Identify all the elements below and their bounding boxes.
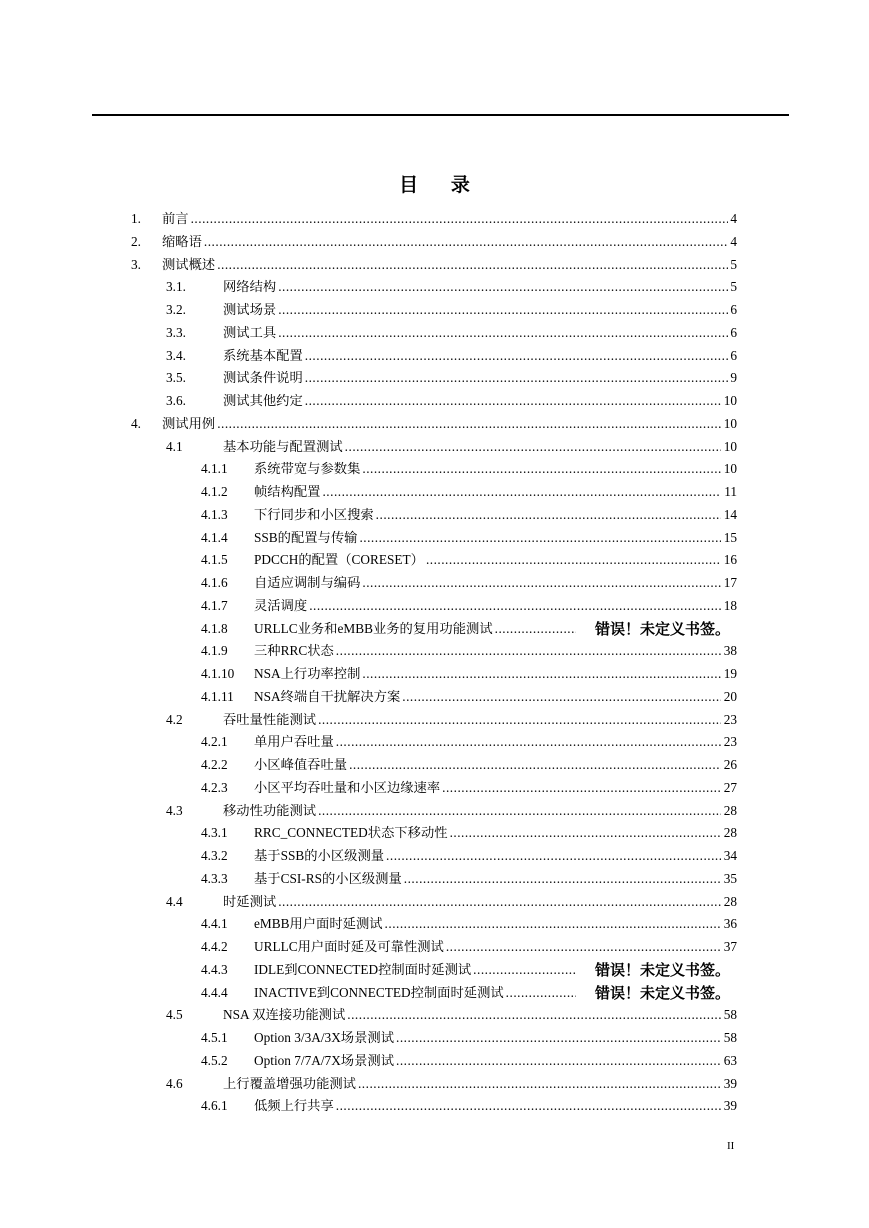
- toc-entry-title: 基于CSI-RS的小区级测量: [254, 870, 402, 886]
- toc-entry-title: 测试条件说明: [223, 370, 303, 386]
- toc-entry[interactable]: [0, 231, 869, 254]
- toc-entry-number: 4.2.3: [201, 779, 228, 795]
- toc-entry-title: NSA 双连接功能测试: [223, 1007, 346, 1023]
- toc-entry-number: 4.3: [166, 802, 183, 818]
- toc-leader-dots: [402, 686, 721, 709]
- toc-entry-page: 28: [723, 825, 737, 841]
- toc-entry-title: 小区平均吞吐量和小区边缘速率: [254, 779, 441, 795]
- toc-entry-title: NSA终端自干扰解决方案: [254, 688, 401, 704]
- toc-entry-title: RRC_CONNECTED状态下移动性: [254, 825, 448, 841]
- toc-entry-title: NSA上行功率控制: [254, 666, 361, 681]
- toc-leader-dots: [278, 299, 728, 322]
- toc-entry-number: 3.2.: [166, 302, 186, 317]
- toc-entry-number: 4.6.1: [201, 1098, 228, 1114]
- toc-entry-title: 小区峰值吞吐量: [254, 757, 348, 772]
- toc-entry-number: 4.1: [166, 438, 183, 454]
- toc-entry[interactable]: [0, 959, 869, 982]
- toc-entry-number: 4.5.2: [201, 1052, 228, 1068]
- toc-entry-title: 时延测试: [223, 893, 277, 909]
- toc-entry-number: 4.2: [166, 711, 183, 727]
- page-number-footer: II: [727, 1140, 735, 1152]
- toc-entry[interactable]: [0, 436, 869, 459]
- toc-entry-number: 3.3.: [166, 324, 186, 340]
- toc-entry-page: 5: [730, 279, 737, 295]
- toc-leader-dots: [362, 572, 721, 595]
- toc-entry[interactable]: [0, 845, 869, 868]
- toc-entry-title: 前言: [162, 211, 189, 226]
- toc-entry-page: 10: [723, 415, 737, 431]
- toc-leader-dots: [204, 231, 728, 254]
- toc-entry-number: 4.1.9: [201, 643, 228, 659]
- toc-entry-page: 9: [730, 370, 737, 386]
- toc-entry-page: 28: [723, 893, 737, 909]
- toc-entry[interactable]: [0, 549, 869, 572]
- toc-entry-number: 4.6: [166, 1075, 183, 1091]
- toc-leader-dots: [278, 322, 728, 345]
- toc-entry[interactable]: [0, 936, 869, 959]
- toc-entry[interactable]: [0, 822, 869, 845]
- toc-entry-title: 基于SSB的小区级测量: [254, 848, 385, 863]
- toc-entry-title: IDLE到CONNECTED控制面时延测试: [254, 961, 472, 977]
- toc-entry-page: 6: [730, 302, 737, 317]
- toc-leader-dots: [376, 504, 721, 527]
- toc-leader-dots: [349, 754, 721, 777]
- toc-entry-number: 4.1.7: [201, 597, 228, 613]
- toc-entry-number: 4.1.11: [201, 688, 234, 704]
- toc-entry[interactable]: [0, 276, 869, 299]
- toc-leader-dots: [385, 913, 721, 936]
- toc-leader-dots: [426, 549, 721, 572]
- toc-leader-dots: [386, 845, 721, 868]
- toc-entry-title: 测试场景: [223, 302, 277, 317]
- toc-entry[interactable]: [0, 1050, 869, 1073]
- toc-entry-number: 3.6.: [166, 393, 186, 408]
- toc-leader-dots: [278, 891, 721, 914]
- toc-leader-dots: [322, 481, 721, 504]
- toc-entry-title: 灵活调度: [254, 597, 308, 613]
- toc-entry-page: 37: [723, 939, 737, 954]
- toc-entry-title: 帧结构配置: [254, 484, 321, 499]
- toc-entry-page: 27: [723, 779, 737, 795]
- toc-entry-number: 4.4: [166, 893, 183, 909]
- toc-leader-dots: [217, 254, 728, 277]
- toc-entry-number: 4.3.1: [201, 825, 228, 841]
- toc-entry-title: 下行同步和小区搜索: [254, 506, 374, 522]
- toc-entry-title: 测试工具: [223, 324, 277, 340]
- toc-entry-title: Option 7/7A/7X场景测试: [254, 1052, 394, 1068]
- toc-entry-number: 4.4.2: [201, 939, 228, 954]
- toc-entry-page: 58: [723, 1007, 737, 1023]
- toc-entry[interactable]: [0, 1004, 869, 1027]
- toc-entry-page: 4: [730, 233, 737, 249]
- toc-entry-title: 自适应调制与编码: [254, 575, 361, 590]
- toc-entry[interactable]: [0, 1027, 869, 1050]
- toc-entry-page: 34: [723, 848, 737, 863]
- toc-entry[interactable]: [0, 367, 869, 390]
- toc-entry-page: 38: [723, 643, 737, 659]
- toc-entry[interactable]: [0, 208, 869, 231]
- toc-entry[interactable]: [0, 1073, 869, 1096]
- toc-entry-number: 4.1.1: [201, 461, 228, 477]
- toc-entry[interactable]: [0, 800, 869, 823]
- header-rule: [92, 114, 789, 116]
- toc-entry-title: 基本功能与配置测试: [223, 438, 343, 454]
- toc-entry-page: 6: [730, 324, 737, 340]
- toc-entry[interactable]: [0, 618, 869, 641]
- toc-title: 目 录: [399, 175, 484, 196]
- toc-leader-dots: [446, 936, 721, 959]
- toc-entry-number: 3.1.: [166, 279, 186, 295]
- toc-entry-page: 63: [723, 1052, 737, 1068]
- toc-entry[interactable]: [0, 345, 869, 368]
- toc-entry-title: 网络结构: [223, 279, 277, 295]
- toc-entry-title: URLLC用户面时延及可靠性测试: [254, 939, 444, 954]
- toc-leader-dots: [305, 367, 728, 390]
- toc-entry-page: 26: [723, 757, 737, 772]
- toc-entry-number: 3.: [131, 256, 141, 272]
- toc-entry[interactable]: [0, 458, 869, 481]
- toc-entry-page: 19: [723, 666, 737, 681]
- toc-error-bookmark: 错误！未定义书签。: [594, 983, 730, 1002]
- toc-leader-dots: [336, 1095, 721, 1118]
- toc-entry-title: INACTIVE到CONNECTED控制面时延测试: [254, 984, 504, 1000]
- toc-entry-number: 1.: [131, 211, 141, 226]
- toc-entry[interactable]: [0, 868, 869, 891]
- toc-entry-page: 5: [730, 256, 737, 272]
- toc-entry-number: 4.1.2: [201, 484, 228, 499]
- toc-error-bookmark: 错误！未定义书签。: [594, 619, 730, 638]
- toc-entry-page: 11: [724, 484, 737, 499]
- toc-entry-number: 4.4.4: [201, 984, 228, 1000]
- toc-entry-page: 10: [723, 393, 737, 408]
- toc-entry-page: 23: [723, 711, 737, 727]
- toc-entry-number: 4.1.3: [201, 506, 228, 522]
- toc-entry[interactable]: [0, 527, 869, 550]
- toc-entry-number: 4.1.5: [201, 552, 228, 568]
- toc-entry[interactable]: [0, 982, 869, 1005]
- toc-entry-number: 4.1.4: [201, 529, 228, 545]
- toc-entry-title: 吞吐量性能测试: [223, 711, 317, 727]
- toc-entry-title: 系统带宽与参数集: [254, 461, 361, 477]
- toc-leader-dots: [318, 800, 721, 823]
- toc-leader-dots: [362, 663, 721, 686]
- toc-entry-number: 2.: [131, 233, 141, 249]
- toc-entry-title: Option 3/3A/3X场景测试: [254, 1030, 394, 1045]
- toc-entry-number: 4.2.2: [201, 757, 228, 772]
- toc-leader-dots: [217, 413, 721, 436]
- toc-entry-number: 4.2.1: [201, 734, 228, 750]
- toc-leader-dots: [404, 868, 721, 891]
- toc-entry-page: 28: [723, 802, 737, 818]
- toc-entry-number: 4.1.8: [201, 620, 228, 636]
- toc-entry[interactable]: [0, 709, 869, 732]
- toc-entry-title: URLLC业务和eMBB业务的复用功能测试: [254, 620, 493, 636]
- toc-entry-page: 35: [723, 870, 737, 886]
- toc-entry[interactable]: [0, 640, 869, 663]
- toc-entry[interactable]: [0, 913, 869, 936]
- toc-entry-number: 4.4.3: [201, 961, 228, 977]
- toc-leader-dots: [359, 527, 721, 550]
- toc-entry-title: 缩略语: [162, 233, 202, 249]
- toc-leader-dots: [336, 640, 721, 663]
- toc-entry[interactable]: [0, 413, 869, 436]
- toc-entry-title: 测试其他约定: [223, 393, 303, 408]
- toc-entry-title: 上行覆盖增强功能测试: [223, 1075, 356, 1091]
- toc-entry-page: 18: [723, 597, 737, 613]
- toc-entry-number: 4.: [131, 415, 141, 431]
- toc-entry-title: 测试用例: [162, 415, 216, 431]
- toc-entry-page: 39: [723, 1098, 737, 1114]
- toc-leader-dots: [345, 436, 721, 459]
- toc-leader-dots: [305, 390, 721, 413]
- toc-leader-dots: [396, 1027, 721, 1050]
- toc-entry-title: 单用户吞吐量: [254, 734, 334, 750]
- toc-entry-page: 23: [723, 734, 737, 750]
- toc-entry-number: 3.4.: [166, 347, 186, 363]
- toc-entry-page: 10: [723, 438, 737, 454]
- toc-leader-dots: [305, 345, 728, 368]
- toc-leader-dots: [336, 731, 721, 754]
- toc-leader-dots: [347, 1004, 721, 1027]
- toc-entry[interactable]: [0, 595, 869, 618]
- toc-entry[interactable]: [0, 390, 869, 413]
- toc-leader-dots: [309, 595, 721, 618]
- toc-entry-title: eMBB用户面时延测试: [254, 916, 383, 932]
- toc-entry[interactable]: [0, 686, 869, 709]
- toc-entry-page: 17: [723, 575, 737, 590]
- toc-entry[interactable]: [0, 1095, 869, 1118]
- toc-leader-dots: [506, 982, 576, 1005]
- toc-entry-page: 16: [723, 552, 737, 568]
- toc-entry[interactable]: [0, 731, 869, 754]
- toc-entry-number: 4.1.6: [201, 575, 228, 590]
- toc-entry-title: 低频上行共享: [254, 1098, 334, 1114]
- toc-entry-page: 39: [723, 1075, 737, 1091]
- toc-entry-title: 三种RRC状态: [254, 643, 334, 659]
- toc-entry-page: 20: [723, 688, 737, 704]
- toc-entry-title: 测试概述: [162, 256, 216, 272]
- toc-entry-number: 4.3.2: [201, 848, 228, 863]
- toc-entry[interactable]: [0, 504, 869, 527]
- toc-entry[interactable]: [0, 891, 869, 914]
- toc-entry-page: 36: [723, 916, 737, 932]
- toc-entry[interactable]: [0, 777, 869, 800]
- toc-entry[interactable]: [0, 481, 869, 504]
- toc-leader-dots: [318, 709, 721, 732]
- toc-entry-title: SSB的配置与传输: [254, 529, 358, 545]
- toc-entry-number: 4.1.10: [201, 666, 235, 681]
- toc-leader-dots: [191, 208, 728, 231]
- toc-leader-dots: [396, 1050, 721, 1073]
- toc-leader-dots: [362, 458, 721, 481]
- toc-entry-number: 4.5: [166, 1007, 183, 1023]
- toc-error-bookmark: 错误！未定义书签。: [594, 960, 730, 979]
- toc-entry-number: 4.3.3: [201, 870, 228, 886]
- toc-entry-number: 3.5.: [166, 370, 186, 386]
- toc-leader-dots: [450, 822, 721, 845]
- toc-entry[interactable]: [0, 663, 869, 686]
- toc-entry-number: 4.5.1: [201, 1030, 228, 1045]
- toc-entry-page: 4: [730, 211, 737, 226]
- toc-entry-title: PDCCH的配置（CORESET）: [254, 552, 424, 568]
- toc-entry-page: 10: [723, 461, 737, 477]
- toc-entry-title: 系统基本配置: [223, 347, 303, 363]
- toc-entry-title: 移动性功能测试: [223, 802, 317, 818]
- toc-entry-number: 4.4.1: [201, 916, 228, 932]
- toc-leader-dots: [278, 276, 728, 299]
- toc-entry[interactable]: [0, 299, 869, 322]
- toc-leader-dots: [358, 1073, 721, 1096]
- toc-entry[interactable]: [0, 572, 869, 595]
- toc-leader-dots: [442, 777, 721, 800]
- toc-entry-page: 15: [723, 529, 737, 545]
- toc-entry-page: 14: [723, 506, 737, 522]
- toc-entry[interactable]: [0, 254, 869, 277]
- toc-entry-page: 6: [730, 347, 737, 363]
- toc-leader-dots: [495, 618, 576, 641]
- toc-entry-page: 58: [723, 1030, 737, 1045]
- toc-entry[interactable]: [0, 322, 869, 345]
- toc-leader-dots: [473, 959, 576, 982]
- toc-entry[interactable]: [0, 754, 869, 777]
